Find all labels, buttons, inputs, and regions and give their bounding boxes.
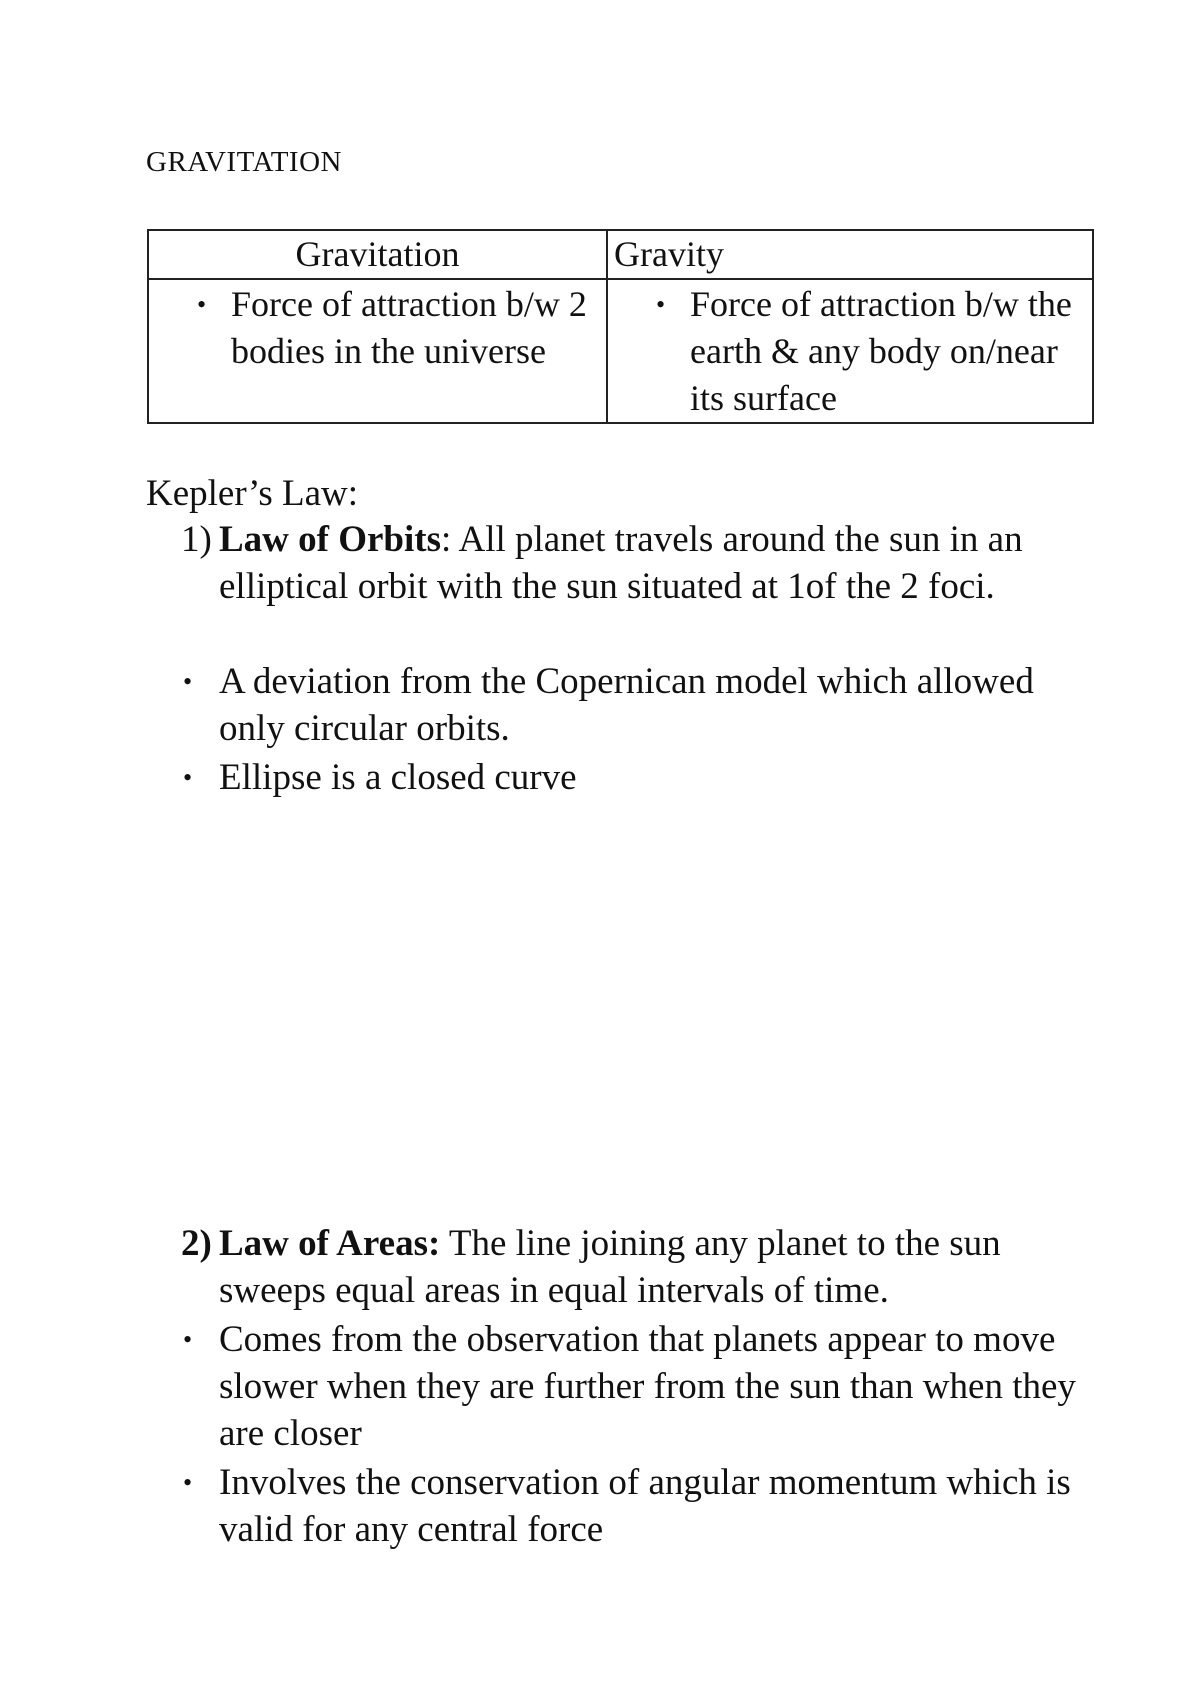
list-item	[181, 754, 1081, 801]
law-name: Law of Orbits	[219, 519, 441, 560]
table-header-row	[148, 230, 1093, 279]
law-of-areas	[181, 1220, 1081, 1314]
point-text: Comes from the observation that planets appear to move slower when they are further from the sun than when they are closer	[219, 1319, 1076, 1454]
gravitation-definition: Force of attraction b/w 2 bodies in the universe	[231, 284, 587, 371]
table-cell-gravity	[607, 279, 1093, 423]
list-item	[181, 658, 1081, 752]
law-body	[219, 516, 1081, 610]
law-separator: :	[441, 519, 452, 560]
point-text: A deviation from the Copernican model which allowed only circular orbits.	[219, 661, 1034, 749]
gravity-definition: Force of attraction b/w the earth & any body on/near its surface	[690, 284, 1072, 418]
list-item	[614, 281, 1086, 422]
bullet-icon: •	[183, 667, 193, 696]
list-item	[181, 1459, 1081, 1553]
bullet-icon: •	[183, 1325, 193, 1354]
law-body	[219, 1220, 1081, 1314]
table-cell-gravitation	[148, 279, 607, 423]
table-header-gravity: Gravity	[607, 230, 1093, 279]
law-description: All planet travels around the sun in an elliptical orbit with the sun situated at 1of the 2 foci.	[219, 519, 1023, 607]
bullet-icon: •	[183, 1468, 193, 1497]
bullet-icon: •	[197, 290, 207, 319]
law-name: Law of Areas:	[219, 1223, 441, 1264]
point-text: Ellipse is a closed curve	[219, 757, 577, 798]
list-item	[181, 1316, 1081, 1457]
kepler-heading: Kepler’s Law:	[146, 473, 358, 514]
point-text: Involves the conservation of angular momentum which is valid for any central force	[219, 1462, 1071, 1550]
table-row	[148, 279, 1093, 423]
document-title: GRAVITATION	[146, 146, 342, 178]
list-item	[155, 281, 600, 375]
law-of-areas-points	[181, 1316, 1081, 1555]
comparison-table	[147, 229, 1094, 424]
law-number: 1)	[181, 519, 212, 560]
table-header-gravitation: Gravitation	[148, 230, 607, 279]
law-of-orbits	[181, 516, 1081, 610]
bullet-icon: •	[183, 763, 193, 792]
law-description: The line joining any planet to the sun sweeps equal areas in equal intervals of time.	[219, 1223, 1001, 1311]
law-of-orbits-points	[181, 658, 1081, 803]
law-number: 2)	[181, 1223, 212, 1264]
bullet-icon: •	[656, 290, 666, 319]
